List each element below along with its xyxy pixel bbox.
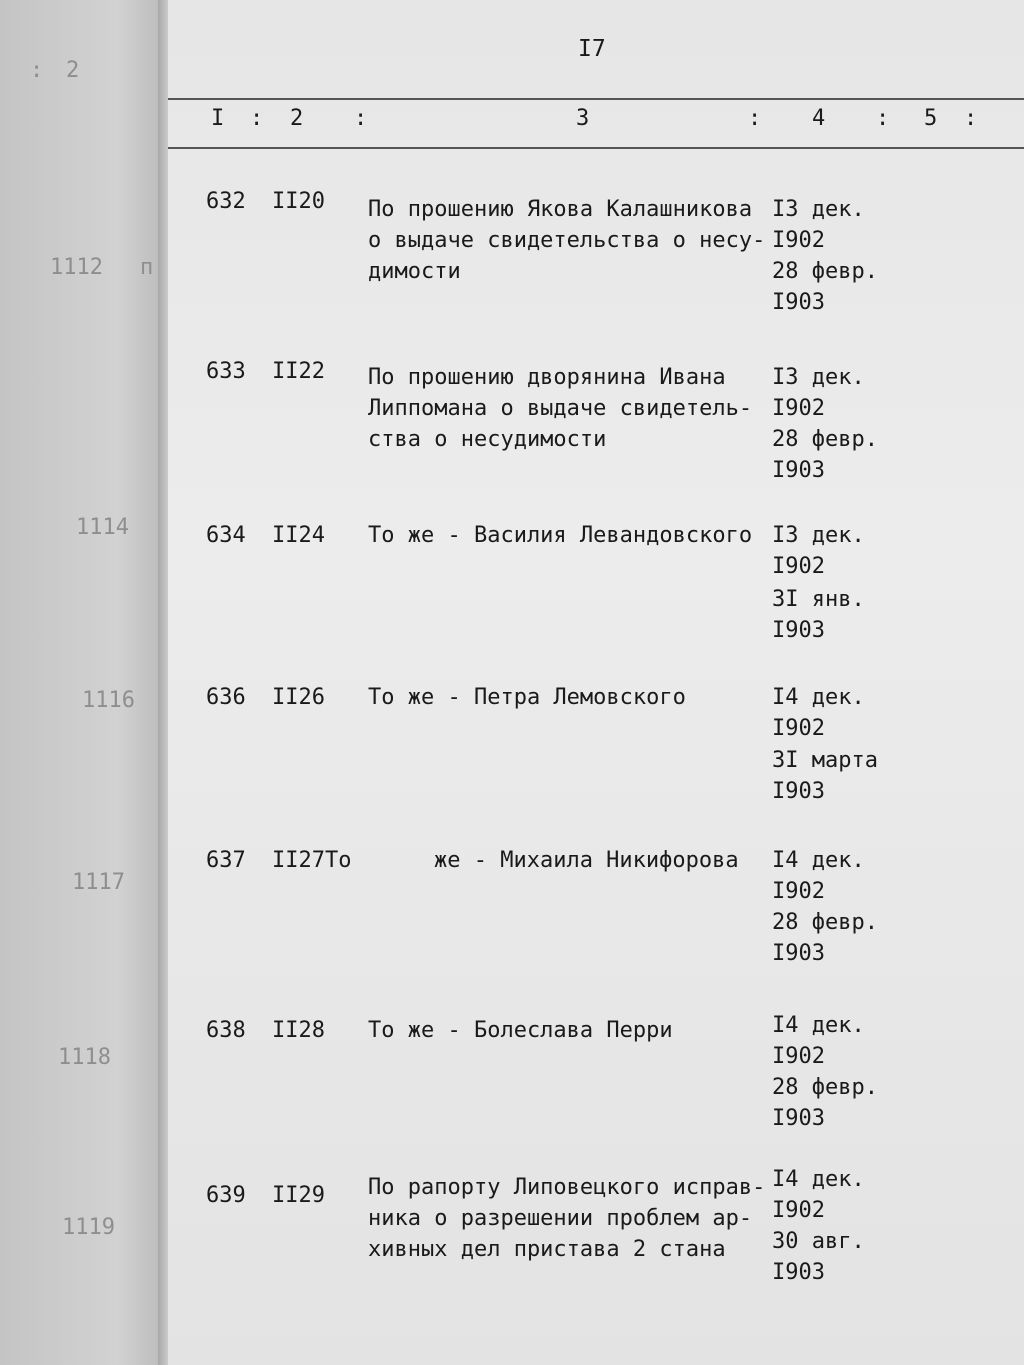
date-end-day: 28 февр. — [772, 259, 878, 284]
date-end-day: 3I марта — [772, 748, 878, 773]
column-header-5: 5 — [924, 106, 938, 131]
file-number: II24 — [272, 523, 325, 548]
entry-number: 632 — [206, 189, 246, 214]
date-end-year: I903 — [772, 1106, 825, 1131]
entry-number: 633 — [206, 359, 246, 384]
date-start-day: I3 дек. — [772, 365, 865, 390]
facing-page-fragment: 1114 — [76, 515, 129, 540]
entry-description-line: По прошению дворянина Ивана — [368, 365, 726, 390]
date-end-year: I903 — [772, 458, 825, 483]
facing-page-fragment: п — [140, 255, 154, 280]
column-header-4: 4 — [812, 106, 826, 131]
column-separator: : — [876, 106, 890, 131]
entry-description-line: ства о несудимости — [368, 427, 607, 452]
file-number: II22 — [272, 359, 325, 384]
entry-number: 637 — [206, 848, 246, 873]
entry-description-line: То же - Болеслава Перри — [368, 1018, 673, 1043]
date-start-day: I4 дек. — [772, 1013, 865, 1038]
entry-description-line: о выдаче свидетельства о несу- — [368, 228, 766, 253]
date-end-year: I903 — [772, 779, 825, 804]
entry-description-line: ника о разрешении проблем ар- — [368, 1206, 753, 1231]
file-number: II26 — [272, 685, 325, 710]
file-number: II28 — [272, 1018, 325, 1043]
file-number: II27То — [272, 848, 352, 873]
date-start-year: I902 — [772, 396, 825, 421]
date-start-day: I3 дек. — [772, 523, 865, 548]
facing-page-fragment: 1112 — [50, 255, 103, 280]
entry-description-line: хивных дел пристава 2 стана — [368, 1237, 726, 1262]
date-start-year: I902 — [772, 554, 825, 579]
facing-page-fragment: : — [30, 58, 44, 83]
facing-page — [0, 0, 168, 1365]
header-rule-top — [168, 98, 1024, 100]
date-start-day: I4 дек. — [772, 1167, 865, 1192]
date-start-day: I4 дек. — [772, 685, 865, 710]
column-header-1: I — [211, 106, 225, 131]
date-start-year: I902 — [772, 228, 825, 253]
date-end-year: I903 — [772, 618, 825, 643]
column-separator: : — [354, 106, 368, 131]
date-start-year: I902 — [772, 1198, 825, 1223]
column-header-3: 3 — [576, 106, 590, 131]
page-number: I7 — [578, 36, 606, 62]
date-end-day: 28 февр. — [772, 910, 878, 935]
header-rule-bottom — [168, 147, 1024, 149]
entry-description-line: По прошению Якова Калашникова — [368, 197, 753, 222]
facing-page-fragment: 1117 — [72, 870, 125, 895]
entry-description-line: же - Михаила Никифорова — [434, 848, 739, 873]
file-number: II20 — [272, 189, 325, 214]
date-start-year: I902 — [772, 716, 825, 741]
entry-number: 634 — [206, 523, 246, 548]
date-end-year: I903 — [772, 1260, 825, 1285]
date-start-day: I3 дек. — [772, 197, 865, 222]
entry-description-line: По рапорту Липовецкого исправ- — [368, 1175, 766, 1200]
date-start-year: I902 — [772, 879, 825, 904]
entry-number: 636 — [206, 685, 246, 710]
entry-description-line: То же - Василия Левандовского — [368, 523, 753, 548]
facing-page-fragment: 1116 — [82, 688, 135, 713]
file-number: II29 — [272, 1183, 325, 1208]
facing-page-fragment: 1119 — [62, 1215, 115, 1240]
date-end-day: 28 февр. — [772, 427, 878, 452]
column-separator: : — [250, 106, 264, 131]
date-end-day: 28 февр. — [772, 1075, 878, 1100]
column-header-2: 2 — [290, 106, 304, 131]
entry-description-line: Липпомана о выдаче свидетель- — [368, 396, 753, 421]
column-separator: : — [748, 106, 762, 131]
entry-number: 639 — [206, 1183, 246, 1208]
date-end-day: 30 авг. — [772, 1229, 865, 1254]
document-page — [168, 0, 1024, 1365]
date-end-day: 3I янв. — [772, 587, 865, 612]
facing-page-fragment: 1118 — [58, 1045, 111, 1070]
facing-page-fragment: 2 — [66, 58, 80, 83]
date-start-day: I4 дек. — [772, 848, 865, 873]
column-separator: : — [964, 106, 978, 131]
entry-description-line: димости — [368, 259, 461, 284]
date-end-year: I903 — [772, 941, 825, 966]
date-start-year: I902 — [772, 1044, 825, 1069]
entry-number: 638 — [206, 1018, 246, 1043]
date-end-year: I903 — [772, 290, 825, 315]
entry-description-line: То же - Петра Лемовского — [368, 685, 686, 710]
